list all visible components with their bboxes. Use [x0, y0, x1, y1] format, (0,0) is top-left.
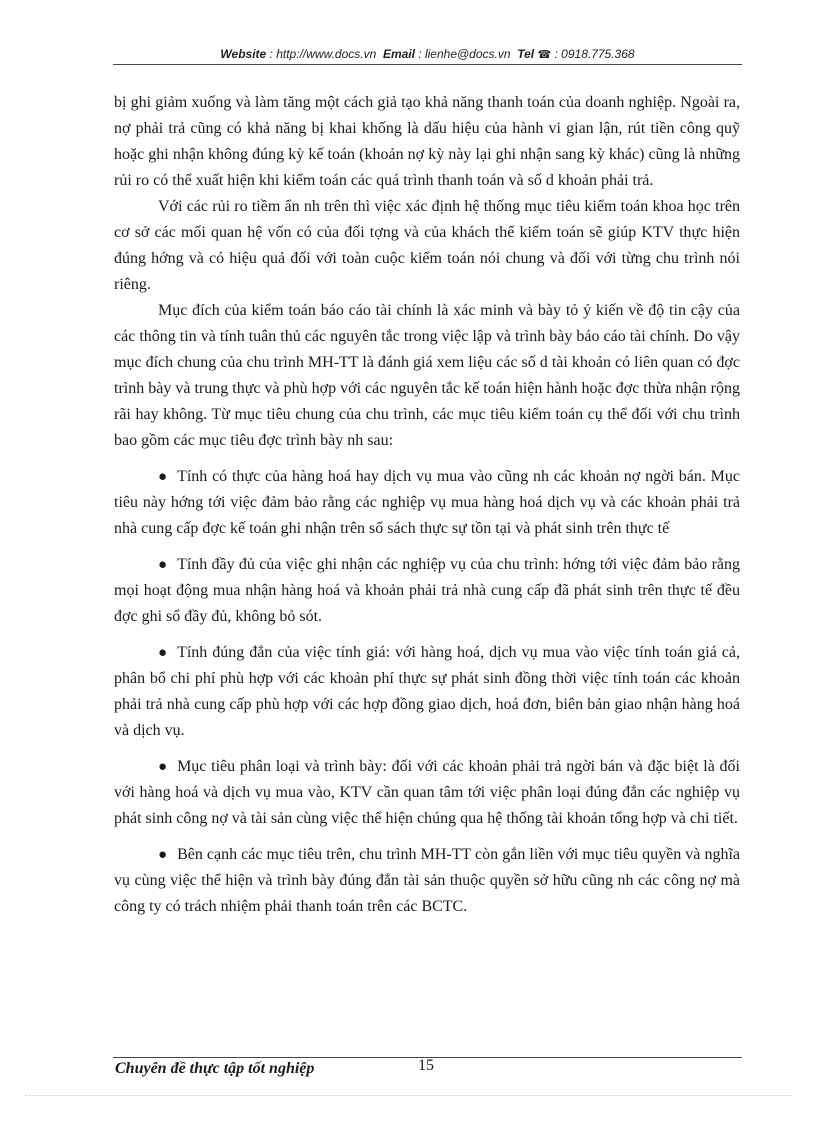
page-number: 15	[418, 1057, 434, 1074]
bullet-icon: ●	[158, 759, 168, 775]
bullet-text: Tính có thực của hàng hoá hay dịch vụ mua vào cũng nh các khoản nợ ngời bán. Mục tiêu này hớng tới việc đảm bảo rằng các nghiệp vụ mua hàng hoá dịch vụ và các khoản phải trả nhà cung cấp đợc kế toán ghi nhận trên sổ sách thực sự tồn tại và phát sinh trên thực tế	[114, 468, 740, 537]
bullet-item-4	[114, 754, 740, 832]
page-bottom-border	[25, 1095, 791, 1096]
paragraph-3: Mục đích của kiểm toán báo cáo tài chính là xác minh và bày tỏ ý kiến về độ tin cậy của các thông tin và tính tuân thủ các nguyên tắc trong việc lập và trình bày báo cáo tài chính. Do vậy mục đích chung của chu trình MH-TT là đánh giá xem liệu các số d tài khoản có liên quan có đợc trình bày và trung thực và phù hợp với các nguyên tắc kế toán hiện hành hoặc đợc thừa nhận rộng rãi hay không. Từ mục tiêu chung của chu trình, các mục tiêu kiểm toán cụ thể đối với chu trình bao gồm các mục tiêu đợc trình bày nh sau:	[114, 302, 740, 449]
bullet-item-2	[114, 552, 740, 630]
bullet-item-5	[114, 842, 740, 920]
tel-label: Tel	[517, 47, 535, 61]
bullet-icon: ●	[158, 847, 168, 863]
bullet-text: Tính đúng đắn của việc tính giá: với hàng hoá, dịch vụ mua vào việc tính toán giá cả, phân bổ chi phí phù hợp với các khoản phí thực sự phát sinh đồng thời việc tính toán các khoản phải trả nhà cung cấp phù hợp với các hợp đồng giao dịch, hoá đơn, biên bản giao nhận hàng hoá và dịch vụ.	[114, 644, 740, 739]
bullet-icon: ●	[158, 557, 168, 573]
bullet-item-3	[114, 640, 740, 744]
bullet-text: Tính đầy đủ của việc ghi nhận các nghiệp vụ của chu trình: hớng tới việc đảm bảo rằng mọi hoạt động mua nhận hàng hoá và khoản phải trả nhà cung cấp đã phát sinh trên thực tế đều đợc ghi sổ đầy đủ, không bỏ sót.	[114, 556, 740, 625]
bullet-text: Mục tiêu phân loại và trình bày: đối với các khoản phải trả ngời bán và đặc biệt là đối với hàng hoá và dịch vụ mua vào, KTV cần quan tâm tới việc phân loại đúng đắn các nghiệp vụ phát sinh công nợ và tài sản cùng việc thể hiện chúng qua hệ thống tài khoản tổng hợp và chi tiết.	[114, 758, 740, 827]
bullet-text: Bên cạnh các mục tiêu trên, chu trình MH-TT còn gắn liền với mục tiêu quyền và nghĩa vụ cùng việc thể hiện và trình bày đúng đắn tài sản thuộc quyền sở hữu cũng nh các công nợ mà công ty có trách nhiệm phải thanh toán trên các BCTC.	[114, 846, 740, 915]
bullet-icon: ●	[158, 469, 168, 485]
page-header	[113, 47, 742, 61]
document-body	[114, 90, 740, 920]
bullet-item-1	[114, 464, 740, 542]
paragraph-1: bị ghi giảm xuống và làm tăng một cách giả tạo khả năng thanh toán của doanh nghiệp. Ngoài ra, nợ phải trả cũng có khả năng bị khai khống là dấu hiệu của hành vi gian lận, rút tiền công quỹ hoặc ghi nhận không đúng kỳ kế toán (khoản nợ kỳ này lại ghi nhận sang kỳ khác) cũng là những rủi ro có thể xuất hiện khi kiểm toán các quá trình thanh toán và số d khoản phải trả.	[114, 94, 740, 189]
bullet-icon: ●	[158, 645, 168, 661]
email-link[interactable]: : lienhe@docs.vn	[418, 47, 511, 61]
header-divider	[113, 64, 742, 65]
footer-title: Chuyên đề thực tập tốt nghiệp	[115, 1060, 315, 1077]
website-label: Website	[220, 47, 267, 61]
email-label: Email	[382, 47, 415, 61]
phone-icon: ☎	[537, 49, 552, 61]
paragraph-2: Với các rủi ro tiềm ẩn nh trên thì việc xác định hệ thống mục tiêu kiểm toán khoa học trên cơ sở các mối quan hệ vốn có của đối tợng và của khách thể kiểm toán sẽ giúp KTV thực hiện đúng hớng và có hiệu quả đối với toàn cuộc kiểm toán nói chung và đối với từng chu trình nói riêng.	[114, 198, 740, 293]
tel-value: : 0918.775.368	[554, 47, 635, 61]
website-link[interactable]: : http://www.docs.vn	[269, 47, 377, 61]
